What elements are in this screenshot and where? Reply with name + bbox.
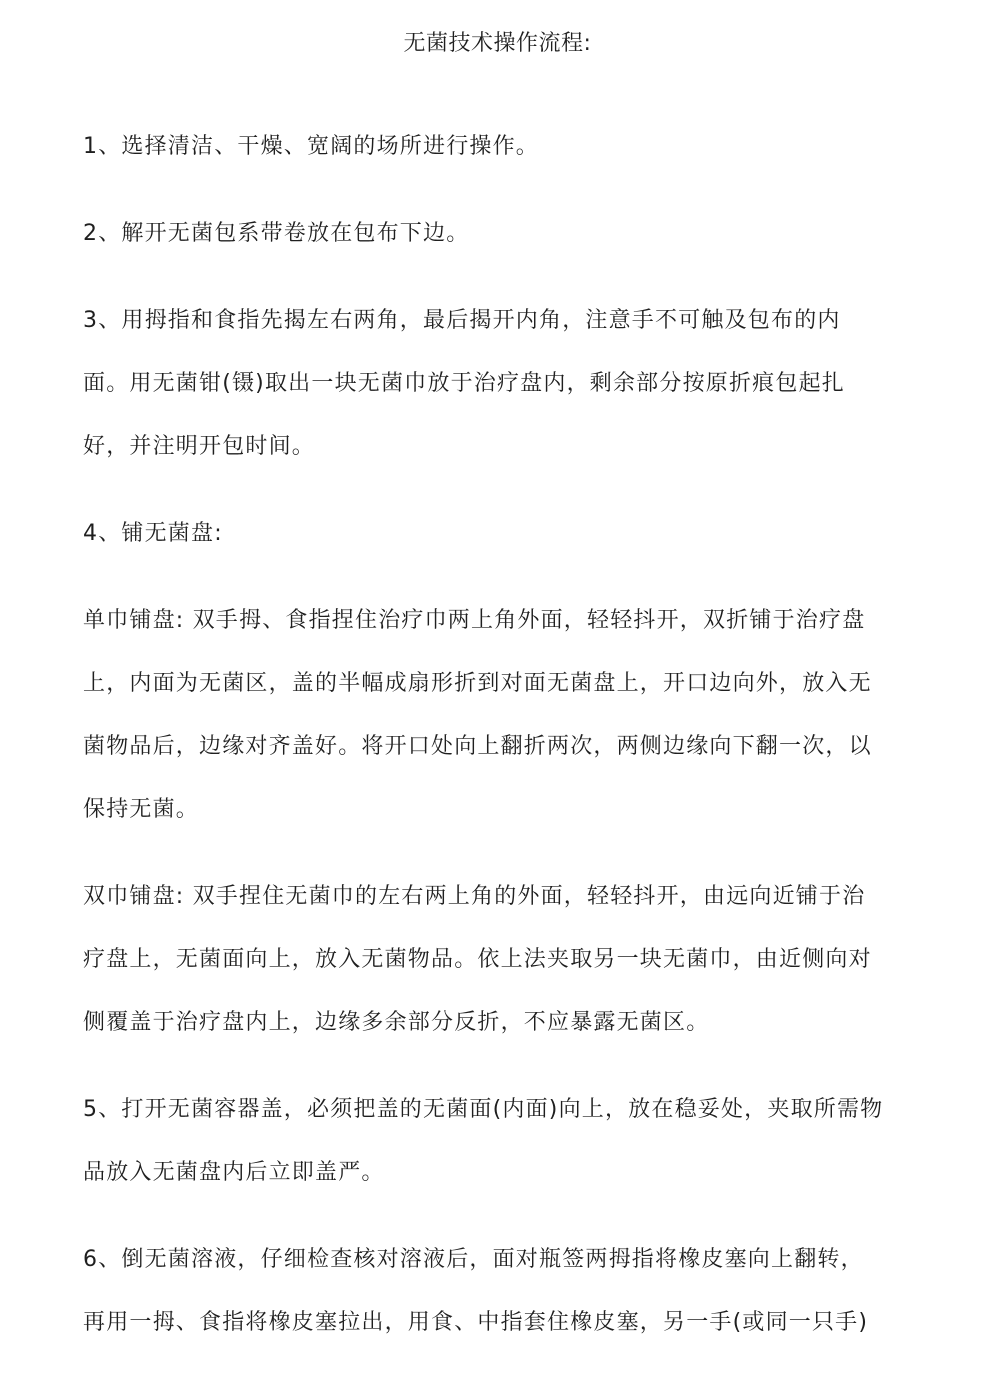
text-line: 1、选择清洁、干燥、宽阔的场所进行操作。 — [83, 134, 539, 159]
text-line: 菌物品后，边缘对齐盖好。将开口处向上翻折两次，两侧边缘向下翻一次，以 — [83, 734, 872, 759]
document-title: 无菌技术操作流程: — [403, 31, 592, 56]
paragraph-step-4 — [83, 502, 923, 565]
text-line: 侧覆盖于治疗盘内上，边缘多余部分反折，不应暴露无菌区。 — [83, 1010, 710, 1035]
text-line: 保持无菌。 — [83, 797, 200, 822]
paragraph-step-6 — [83, 1228, 923, 1354]
paragraph-step-5 — [83, 1078, 923, 1204]
text-line: 双巾铺盘: 双手捏住无菌巾的左右两上角的外面，轻轻抖开，由远向近铺于治 — [83, 884, 866, 909]
text-line: 品放入无菌盘内后立即盖严。 — [83, 1160, 385, 1185]
text-line: 3、用拇指和食指先揭左右两角，最后揭开内角，注意手不可触及包布的内 — [83, 308, 841, 333]
paragraph-single-towel — [83, 589, 923, 841]
document-body — [83, 115, 923, 1378]
text-line: 4、铺无菌盘: — [83, 521, 223, 546]
paragraph-step-3 — [83, 289, 923, 478]
text-line: 6、倒无菌溶液，仔细检查核对溶液后，面对瓶签两拇指将橡皮塞向上翻转， — [83, 1247, 864, 1272]
text-line: 面。用无菌钳(镊)取出一块无菌巾放于治疗盘内，剩余部分按原折痕包起扎 — [83, 371, 845, 396]
text-line: 再用一拇、食指将橡皮塞拉出，用食、中指套住橡皮塞，另一手(或同一只手) — [83, 1310, 869, 1335]
paragraph-double-towel — [83, 865, 923, 1054]
paragraph-step-2 — [83, 202, 923, 265]
text-line: 5、打开无菌容器盖，必须把盖的无菌面(内面)向上，放在稳妥处，夹取所需物 — [83, 1097, 884, 1122]
text-line: 上，内面为无菌区，盖的半幅成扇形折到对面无菌盘上，开口边向外，放入无 — [83, 671, 872, 696]
text-line: 单巾铺盘: 双手拇、食指捏住治疗巾两上角外面，轻轻抖开，双折铺于治疗盘 — [83, 608, 866, 633]
text-line: 2、解开无菌包系带卷放在包布下边。 — [83, 221, 470, 246]
paragraph-step-1 — [83, 115, 923, 178]
text-line: 好，并注明开包时间。 — [83, 434, 316, 459]
text-line: 疗盘上，无菌面向上，放入无菌物品。依上法夹取另一块无菌巾，由近侧向对 — [83, 947, 872, 972]
